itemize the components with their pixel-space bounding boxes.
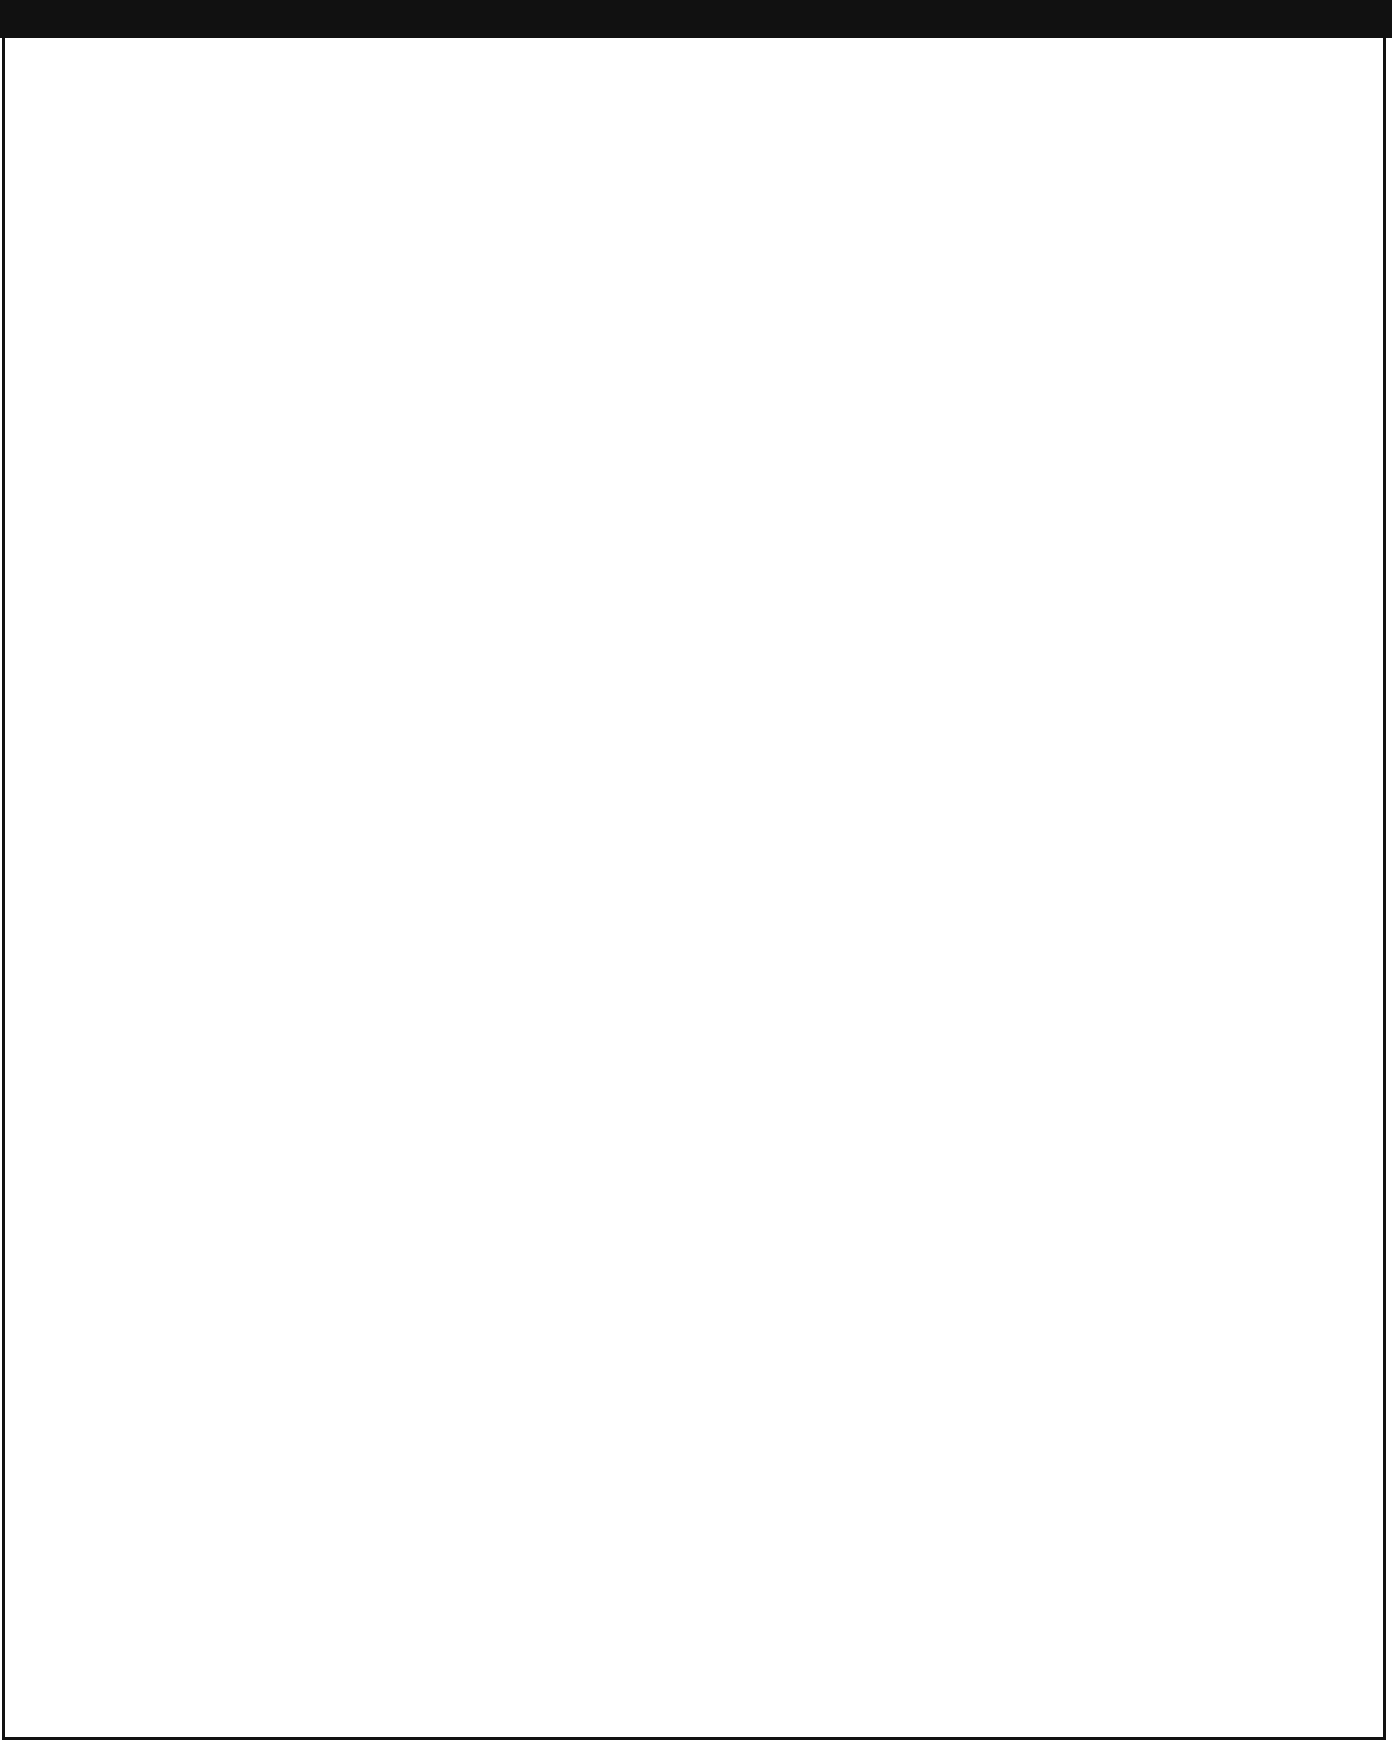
diagnostic-table: [2, 38, 1386, 1740]
table-header: [0, 0, 1392, 38]
